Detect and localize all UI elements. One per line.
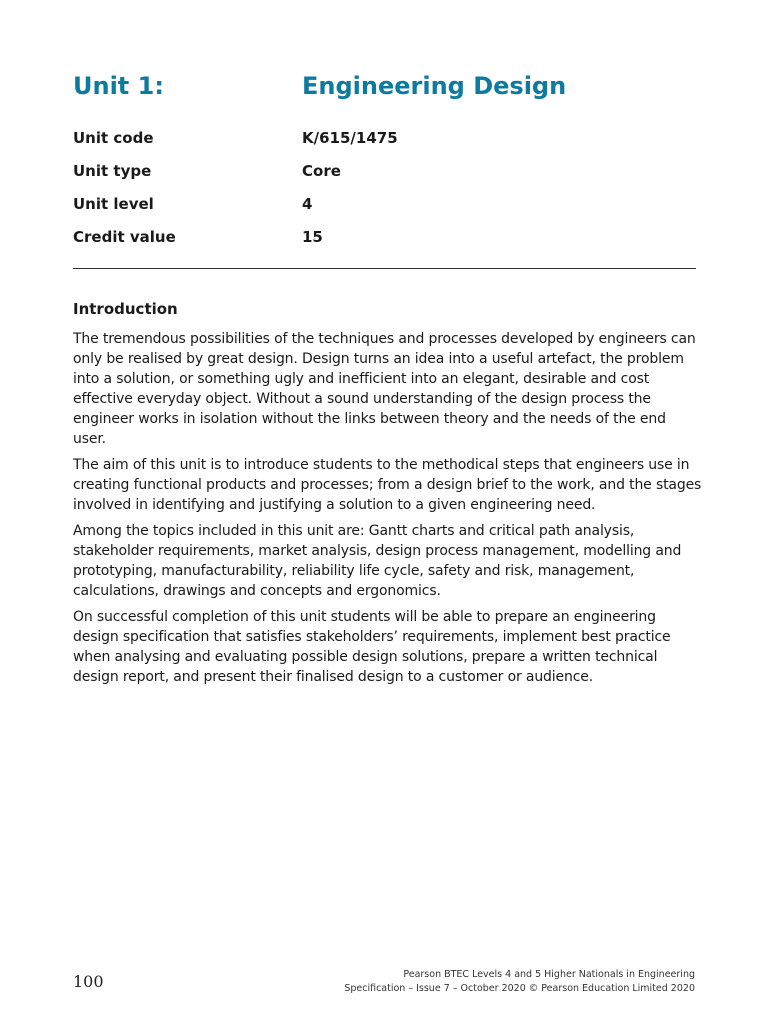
meta-value: 15 [302,228,323,246]
meta-label: Unit code [73,129,154,147]
page-number: 100 [73,972,104,991]
meta-row-unit-code [73,127,696,160]
meta-row-unit-type [73,160,696,193]
meta-value: 4 [302,195,313,213]
meta-value: Core [302,162,341,180]
unit-name: Engineering Design [302,72,567,100]
introduction-section [73,298,703,693]
paragraph: The tremendous possibilities of the techniques and processes developed by engineers can only be realised by great design. Design turns an idea into a useful artefact, the problem into a solution, or something ugly and inefficient into an elegant, desirable and cost effective everyday object. Without a sound understanding of the design process the engineer works in isolation without the links between theory and the needs of the end user. [73,331,696,447]
meta-row-unit-level [73,193,696,226]
meta-label: Unit type [73,162,152,180]
unit-number: Unit 1: [73,72,164,100]
section-heading: Introduction [73,300,178,318]
footer-citation [344,968,695,996]
footer-line: Pearson BTEC Levels 4 and 5 Higher Nationals in Engineering [403,969,695,980]
meta-value: K/615/1475 [302,129,398,147]
section-divider [73,268,696,269]
footer-line: Specification – Issue 7 – October 2020 © Pearson Education Limited 2020 [344,983,695,994]
meta-label: Unit level [73,195,154,213]
unit-meta-table [73,127,696,259]
paragraph: The aim of this unit is to introduce students to the methodical steps that engineers use in creating functional products and processes; from a design brief to the work, and the stages involved in identifying and justifying a solution to a given engineering need. [73,457,702,513]
paragraph: Among the topics included in this unit are: Gantt charts and critical path analysis, stakeholder requirements, market analysis, design process management, modelling and prototyping, manufacturability, reliability life cycle, safety and risk, management, calculations, drawings and concepts and ergonomics. [73,523,682,599]
meta-row-credit-value [73,226,696,259]
unit-title [73,70,696,104]
meta-label: Credit value [73,228,176,246]
paragraph: On successful completion of this unit students will be able to prepare an engineering design specification that satisfies stakeholders’ requirements, implement best practice when analysing and evaluating possible design solutions, prepare a written technical design report, and present their finalised design to a customer or audience. [73,609,671,685]
